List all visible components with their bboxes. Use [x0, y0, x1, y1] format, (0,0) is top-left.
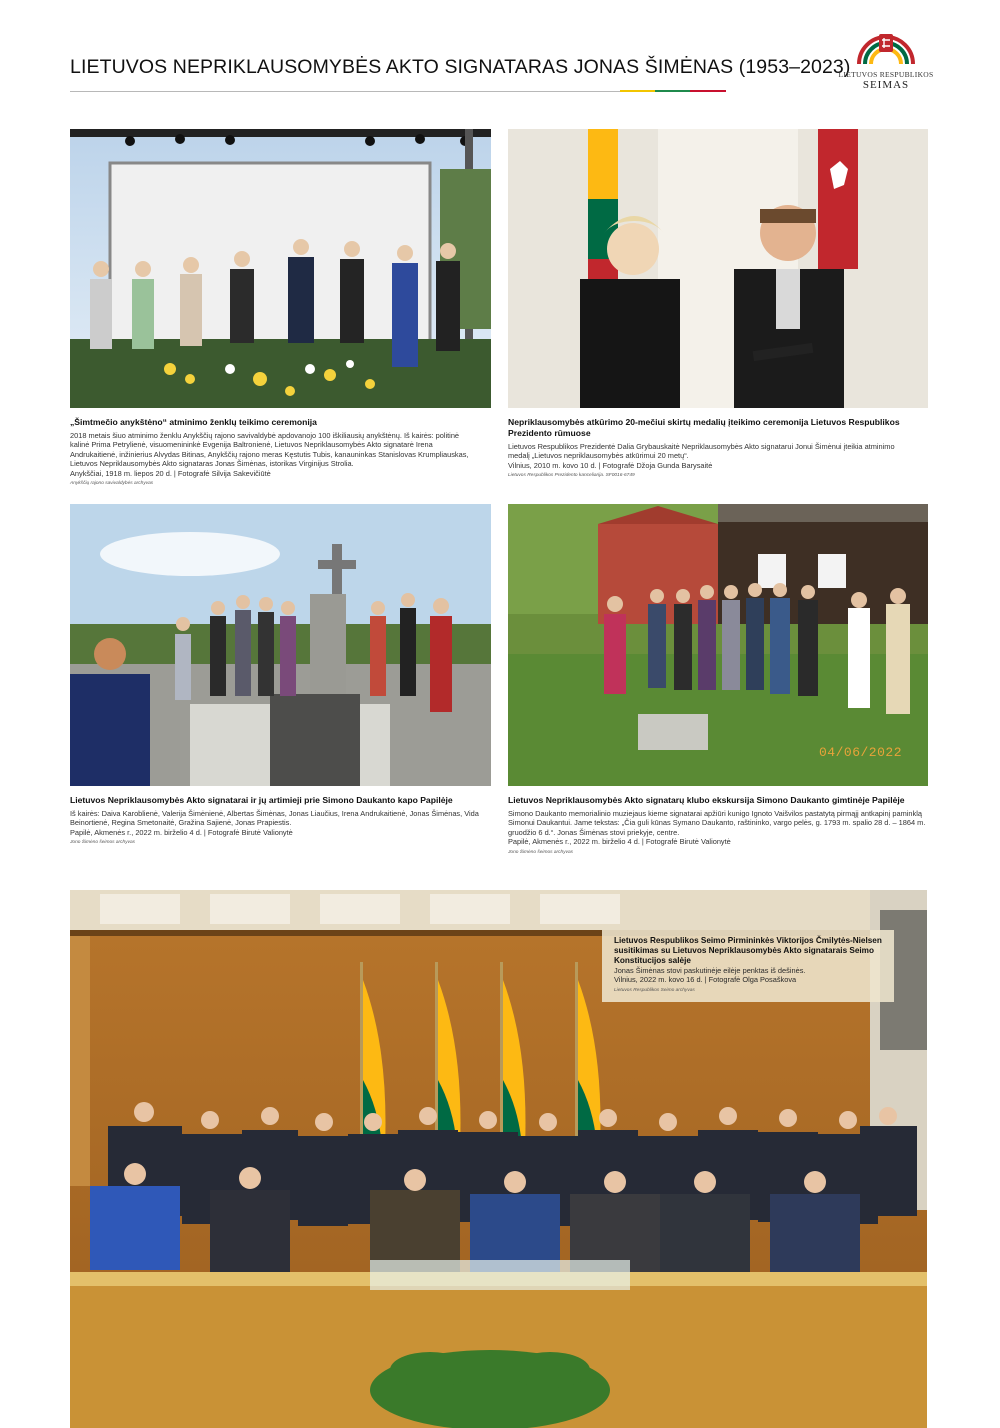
caption-body: Iš kairės: Daiva Karoblienė, Valerija Šimėnienė, Albertas Šimėnas, Jonas Liaučius, Irena Andrukaitienė, Jonas Šimėnas, Vida Beinortienė, Regina Smetonaitė, Gražina Sajienė, Jonas Prapiestis.: [70, 809, 479, 828]
seimas-logo: [834, 26, 938, 96]
photo-daukantas-grave: [70, 504, 491, 786]
caption-place-date: Vilnius, 2010 m. kovo 10 d. | Fotografė Džoja Gunda Barysaitė: [508, 460, 713, 470]
caption-title: Lietuvos Nepriklausomybės Akto signatarai ir jų artimieji prie Simono Daukanto kapo Papilėje: [70, 795, 453, 805]
caption-body: Lietuvos Respublikos Prezidentė Dalia Grybauskaitė Nepriklausomybės Akto signatarui Jonui Šimėnui įteikia atminimo medalį „Lietuvos nepriklausomybės atkūrimui 20 metų“.: [508, 442, 895, 461]
caption-place-date: Vilnius, 2022 m. kovo 16 d. | Fotografė Olga Posaškova: [614, 975, 797, 985]
caption-source: Lietuvos Respublikos Seimo archyvas: [614, 988, 695, 994]
caption-source: Anykščių rajono savivaldybės archyvas: [70, 481, 154, 487]
caption-title: Lietuvos Nepriklausomybės Akto signatarų klubo ekskursija Simono Daukanto gimtinėje Papilėje: [508, 795, 905, 805]
caption-source: Lietuvos Respublikos Prezidento kanceliarija. SF0016-6749: [508, 473, 635, 479]
caption-body: 2018 metais šiuo atminimo ženklu Anykščių rajono savivaldybė apdovanojo 100 iškiliausių anykštėnų. Iš kairės: politinė kalinė Prima Petrylienė, visuomenininkė Evgenija Baltronienė, Lietuvos Nepriklausomybės Akto signatarė Irena Andrukaitienė, inžinierius Alvydas Bitinas, Anykščių rajono meras Kęstutis Tubis, kanauninkas Stanislovas Krumpliauskas, Lietuvos Nepriklausomybės Akto signataras Jonas Šimėnas, istorikas Virginijus Strolia.: [70, 431, 469, 469]
caption-block-4: [508, 795, 926, 856]
caption-block-2: [508, 417, 918, 479]
page-title: LIETUVOS NEPRIKLAUSOMYBĖS AKTO SIGNATARAS JONAS ŠIMĖNAS (1953–2023): [70, 56, 851, 78]
photo-presidency-medal: [508, 129, 928, 408]
caption-place-date: Papilė, Akmenės r., 2022 m. birželio 4 d. | Fotografė Birutė Valionytė: [508, 837, 731, 847]
caption-block-1: [70, 417, 480, 487]
photo-edge-marker: [926, 890, 927, 891]
logo-text-republic: LIETUVOS RESPUBLIKOS: [838, 70, 934, 79]
photo-ceremony-stage: [70, 129, 491, 408]
caption-title: Lietuvos Respublikos Seimo Pirmininkės Viktorijos Čmilytės-Nielsen susitikimas su Lietuvos Nepriklausomybės Akto signatarais Seimo Konstitucijos salėje: [614, 936, 882, 965]
caption-source: Jono Šimėno šeimos archyvas: [508, 849, 574, 855]
caption-title: Nepriklausomybės atkūrimo 20-mečiui skirtų medalių įteikimo ceremonija Lietuvos Respublikos Prezidento rūmuose: [508, 417, 900, 438]
caption-block-5: [602, 930, 894, 1002]
seimas-emblem-icon: [855, 26, 917, 68]
logo-text-seimas: SEIMAS: [862, 79, 910, 91]
caption-place-date: Anykščiai, 1918 m. liepos 20 d. | Fotografė Silvija Sakevičiūtė: [70, 468, 271, 478]
caption-body: Simono Daukanto memorialinio muziejaus kieme signatarai apžiūri kunigo Ignoto Vaišvilos pastatytą pirmąjį antkapinį paminklą Simonui Daukantui. Jame tekstas: „Čia guli kūnas Symano Daukanto, raštininko, vargo pelės, g. 1793 m. spalio 28 d. – 1864 m. gruodžio 6 d.“. Jonas Šimėnas stovi priekyje, centre.: [508, 809, 926, 837]
flag-color-accent: [620, 90, 726, 92]
caption-place-date: Papilė, Akmenės r., 2022 m. birželio 4 d. | Fotografė Birutė Valionytė: [70, 827, 293, 837]
caption-title: „Šimtmečio anykštėno“ atminimo ženklų teikimo ceremonija: [70, 417, 317, 427]
photo-date-stamp: 04/06/2022: [818, 745, 902, 760]
caption-block-3: [70, 795, 480, 846]
photo-daukantas-museum: [508, 504, 928, 786]
caption-body: Jonas Šimėnas stovi paskutinėje eilėje penktas iš dešinės.: [614, 966, 806, 975]
caption-source: Jono Šimėno šeimos archyvas: [70, 840, 136, 846]
